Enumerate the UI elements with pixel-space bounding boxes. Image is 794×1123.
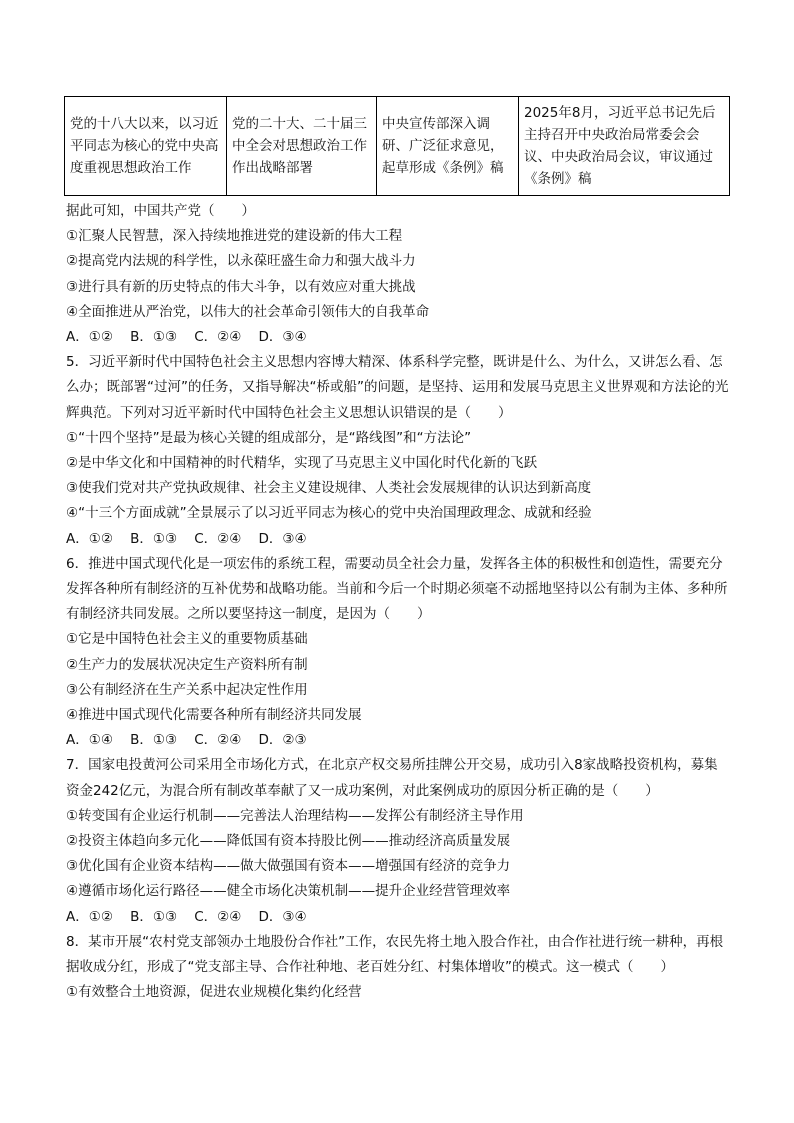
question-8 <box>66 930 730 1006</box>
question-option: ③使我们党对共产党执政规律、社会主义建设规律、人类社会发展规律的认识达到新高度 <box>66 480 592 497</box>
question-content <box>66 199 730 1006</box>
question-option: ①转变国有企业运行机制——完善法人治理结构——发挥公有制经济主导作用 <box>66 807 524 824</box>
question-stem: 7．国家电投黄河公司采用全市场化方式，在北京产权交易所挂牌公开交易，成功引入8家战略投资机构，募集资金242亿元，为混合所有制改革奉献了又一成功案例，对此案例成功的原因分析正确的是（ ） <box>66 757 718 799</box>
question-option: ①它是中国特色社会主义的重要物质基础 <box>66 631 308 648</box>
table-cell: 党的十八大以来，以习近平同志为核心的党中央高度重视思想政治工作 <box>65 97 227 196</box>
answer-choices: A．①② B．①③ C．②④ D．③④ <box>66 530 307 547</box>
question-4 <box>66 199 730 350</box>
table-cell: 党的二十大、二十届三中全会对思想政治工作作出战略部署 <box>227 97 377 196</box>
question-6 <box>66 552 730 754</box>
question-option: ①“十四个坚持”是最为核心关键的组成部分，是“路线图”和“方法论” <box>66 429 472 446</box>
question-option: ②投资主体趋向多元化——降低国有资本持股比例——推动经济高质量发展 <box>66 833 511 850</box>
question-option: ③进行具有新的历史特点的伟大斗争，以有效应对重大挑战 <box>66 278 416 295</box>
table-row <box>65 97 730 196</box>
question-stem: 5．习近平新时代中国特色社会主义思想内容博大精深、体系科学完整，既讲是什么、为什么，又讲怎么看、怎么办；既部署“过河”的任务，又指导解决“桥或船”的问题，是坚持、运用和发展马克思主义世界观和方法论的光辉典范。下列对习近平新时代中国特色社会主义思想认识错误的是（ ） <box>66 354 729 421</box>
event-timeline-table <box>64 96 730 196</box>
question-option: ④全面推进从严治党，以伟大的社会革命引领伟大的自我革命 <box>66 303 430 320</box>
question-stem: 6．推进中国式现代化是一项宏伟的系统工程，需要动员全社会力量，发挥各主体的积极性和创造性，需要充分发挥各种所有制经济的互补优势和战略功能。当前和今后一个时期必须毫不动摇地坚持以公有制为主体、多种所有制经济共同发展。之所以要坚持这一制度，是因为（ ） <box>66 555 728 623</box>
answer-choices: A．①② B．①③ C．②④ D．③④ <box>66 908 307 925</box>
question-stem: 8．某市开展“农村党支部领办土地股份合作社”工作，农民先将土地入股合作社，由合作社进行统一耕种，再根据收成分红，形成了“党支部主导、合作社种地、老百姓分红、村集体增收”的模式。这一模式（ ） <box>66 933 724 976</box>
question-option: ③公有制经济在生产关系中起决定性作用 <box>66 681 308 698</box>
table-cell: 2025年8月，习近平总书记先后主持召开中央政治局常委会会议、中央政治局会议，审议通过《条例》稿 <box>519 97 730 196</box>
question-option: ③优化国有企业资本结构——做大做强国有资本——增强国有经济的竞争力 <box>66 858 511 875</box>
question-option: ②是中华文化和中国精神的时代精华，实现了马克思主义中国化时代化新的飞跃 <box>66 455 538 472</box>
answer-choices: A．①④ B．①③ C．②④ D．②③ <box>66 732 307 749</box>
answer-choices: A．①② B．①③ C．②④ D．③④ <box>66 329 307 346</box>
question-stem: 据此可知，中国共产党（ ） <box>66 203 255 219</box>
question-option: ①汇聚人民智慧，深入持续地推进党的建设新的伟大工程 <box>66 228 403 245</box>
question-option: ④遵循市场化运行路径——健全市场化决策机制——提升企业经营管理效率 <box>66 883 511 900</box>
question-option: ②生产力的发展状况决定生产资料所有制 <box>66 656 308 673</box>
table-cell: 中央宣传部深入调研、广泛征求意见，起草形成《条例》稿 <box>377 97 519 196</box>
question-option: ④推进中国式现代化需要各种所有制经济共同发展 <box>66 707 362 724</box>
question-option: ②提高党内法规的科学性，以永葆旺盛生命力和强大战斗力 <box>66 253 416 270</box>
question-option: ①有效整合土地资源，促进农业规模化集约化经营 <box>66 984 362 1001</box>
question-5 <box>66 350 730 552</box>
question-7 <box>66 753 730 929</box>
question-option: ④“十三个方面成就”全景展示了以习近平同志为核心的党中央治国理政理念、成就和经验 <box>66 505 592 522</box>
